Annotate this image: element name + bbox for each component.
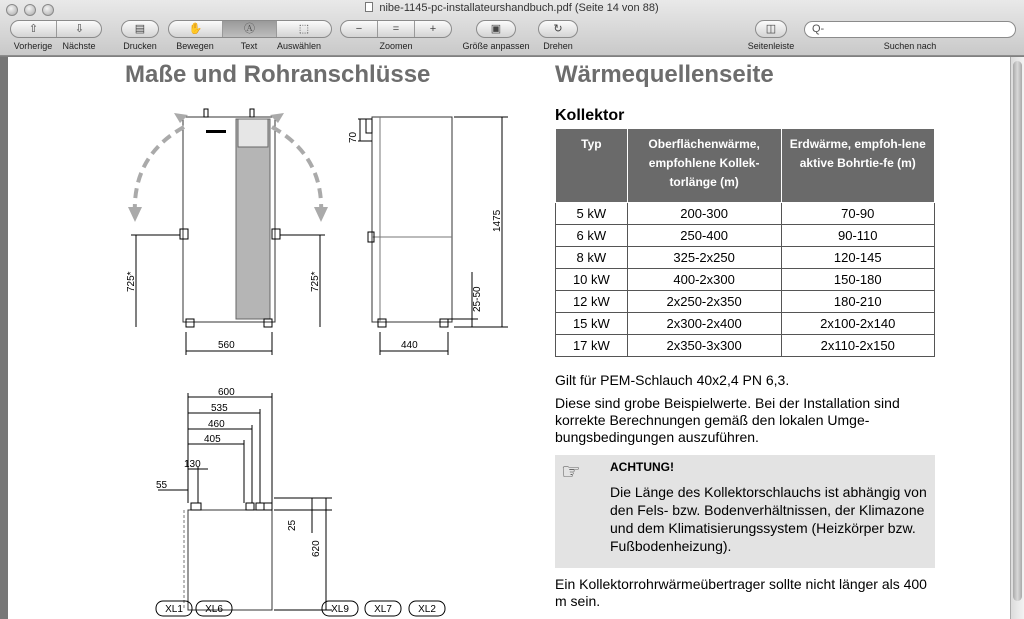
search-label: Suchen nach xyxy=(883,41,937,51)
sidebar-icon: ◫ xyxy=(765,23,777,35)
connector-xl7: XL7 xyxy=(374,604,392,615)
table-cell: 6 kW xyxy=(556,225,628,247)
table-cell: 2x300-2x400 xyxy=(627,313,781,335)
table-cell: 70-90 xyxy=(781,203,935,225)
warning-text: Die Länge des Kollektorschlauchs ist abhängig von den Fels- bzw. Bodenverhältnissen, der Klimazone und dem Klimatisierungssystem (Heizkörper bzw. Fußbodenheizung). xyxy=(610,484,927,554)
table-cell: 8 kW xyxy=(556,247,628,269)
table-cell: 2x110-2x150 xyxy=(781,335,935,357)
rotate-label: Drehen xyxy=(543,41,573,51)
table-row xyxy=(556,203,935,225)
connector-xl6: XL6 xyxy=(205,604,223,615)
zoom-in-button[interactable] xyxy=(415,21,451,37)
connector-xl1: XL1 xyxy=(165,604,183,615)
scroll-thumb[interactable] xyxy=(1013,61,1022,601)
dim-440: 440 xyxy=(401,340,418,351)
dim-725-right: 725* xyxy=(310,271,321,292)
table-row xyxy=(556,225,935,247)
dim-600: 600 xyxy=(218,387,235,398)
plus-icon: + xyxy=(429,23,437,35)
table-cell: 250-400 xyxy=(627,225,781,247)
dim-25-50: 25-50 xyxy=(472,286,483,312)
dim-55: 55 xyxy=(156,480,168,491)
table-cell: 10 kW xyxy=(556,269,628,291)
hand-icon: ✋ xyxy=(188,23,203,35)
prev-button[interactable] xyxy=(11,21,57,37)
table-cell: 12 kW xyxy=(556,291,628,313)
logo-mark: ▬▬ xyxy=(206,125,226,136)
print-button[interactable] xyxy=(121,20,159,38)
table-cell: 325-2x250 xyxy=(627,247,781,269)
note-max-length: Ein Kollektorrohrwärmeübertrager sollte nicht länger als 400 m sein. xyxy=(555,576,927,609)
note-pem: Gilt für PEM-Schlauch 40x2,4 PN 6,3. xyxy=(555,372,790,388)
zoom-out-button[interactable] xyxy=(341,21,378,37)
move-tool-button[interactable] xyxy=(169,21,223,37)
table-cell: 400-2x300 xyxy=(627,269,781,291)
dimension-drawing xyxy=(8,57,548,619)
text-cursor-icon: Ⓐ xyxy=(244,23,255,35)
table-cell: 15 kW xyxy=(556,313,628,335)
collector-table xyxy=(555,128,935,357)
rotate-button[interactable] xyxy=(538,20,578,38)
table-row xyxy=(556,247,935,269)
warning-title: ACHTUNG! xyxy=(610,460,674,474)
vertical-scrollbar[interactable] xyxy=(1010,57,1024,619)
next-label: Nächste xyxy=(62,41,96,51)
text-label: Text xyxy=(240,41,258,51)
note-example-values: Diese sind grobe Beispielwerte. Bei der Installation sind korrekte Berechnungen gemäß den lokalen Umge-bungsbedingungen auszuführen. xyxy=(555,395,900,445)
table-cell: 120-145 xyxy=(781,247,935,269)
sidebar-label: Seitenleiste xyxy=(747,41,795,51)
title-bar xyxy=(0,0,1024,56)
prev-next-control xyxy=(10,20,102,38)
pdf-page xyxy=(8,57,1010,619)
rotate-icon: ↻ xyxy=(553,23,563,35)
table-header-surface: Oberflächenwärme, empfohlene Kollek-torlänge (m) xyxy=(627,129,781,203)
dim-25: 25 xyxy=(287,519,298,531)
table-cell: 180-210 xyxy=(781,291,935,313)
print-label: Drucken xyxy=(123,41,157,51)
select-label: Auswählen xyxy=(276,41,322,51)
table-cell: 5 kW xyxy=(556,203,628,225)
left-heading: Maße und Rohranschlüsse xyxy=(125,61,431,88)
pointing-hand-icon: ☞ xyxy=(561,459,581,484)
move-label: Bewegen xyxy=(176,41,214,51)
select-tool-button[interactable] xyxy=(277,21,331,37)
dim-130: 130 xyxy=(184,459,201,470)
arrow-down-icon: ⇩ xyxy=(74,23,85,35)
dim-460: 460 xyxy=(208,419,225,430)
actual-size-button[interactable] xyxy=(378,21,415,37)
table-header-ground: Erdwärme, empfoh-lene aktive Bohrtie-fe (m) xyxy=(781,129,935,203)
warning-box xyxy=(555,455,935,568)
prev-label: Vorherige xyxy=(13,41,53,51)
dim-620: 620 xyxy=(311,540,322,557)
arrow-up-icon: ⇧ xyxy=(28,23,39,35)
search-input[interactable] xyxy=(804,21,1016,38)
search-icon: Q- xyxy=(812,23,825,35)
dim-405: 405 xyxy=(204,434,221,445)
table-row xyxy=(556,335,935,357)
dim-1475: 1475 xyxy=(492,209,503,232)
marquee-icon: ⬚ xyxy=(298,23,310,35)
minus-icon: − xyxy=(355,23,363,35)
table-cell: 150-180 xyxy=(781,269,935,291)
fit-window-icon: ▣ xyxy=(490,23,502,35)
dim-560: 560 xyxy=(218,340,235,351)
connector-xl9: XL9 xyxy=(331,604,349,615)
zoom-label: Zoomen xyxy=(379,41,413,51)
table-cell: 90-110 xyxy=(781,225,935,247)
zoom-control xyxy=(340,20,452,38)
table-cell: 2x250-2x350 xyxy=(627,291,781,313)
table-header-type: Typ xyxy=(556,129,628,203)
document-area[interactable] xyxy=(0,57,1024,619)
window-title: nibe-1145-pc-installateurshandbuch.pdf (Seite 14 von 88) xyxy=(0,2,1024,14)
dim-535: 535 xyxy=(211,403,228,414)
table-row xyxy=(556,269,935,291)
table-cell: 2x350-3x300 xyxy=(627,335,781,357)
fit-label: Größe anpassen xyxy=(462,41,530,51)
sidebar-button[interactable] xyxy=(755,20,787,38)
table-cell: 17 kW xyxy=(556,335,628,357)
right-heading: Wärmequellenseite xyxy=(555,61,774,88)
printer-icon: ▤ xyxy=(134,23,146,35)
dim-725-left: 725* xyxy=(126,271,137,292)
tool-control xyxy=(168,20,332,38)
document-icon xyxy=(365,2,373,12)
table-row xyxy=(556,313,935,335)
table-row xyxy=(556,291,935,313)
text-tool-button[interactable] xyxy=(223,21,277,37)
connector-xl2: XL2 xyxy=(418,604,436,615)
dim-70: 70 xyxy=(348,131,359,143)
table-cell: 2x100-2x140 xyxy=(781,313,935,335)
fit-button[interactable] xyxy=(476,20,516,38)
section-heading: Kollektor xyxy=(555,107,625,124)
table-cell: 200-300 xyxy=(627,203,781,225)
equals-icon: = xyxy=(392,23,400,35)
next-button[interactable] xyxy=(57,21,102,37)
